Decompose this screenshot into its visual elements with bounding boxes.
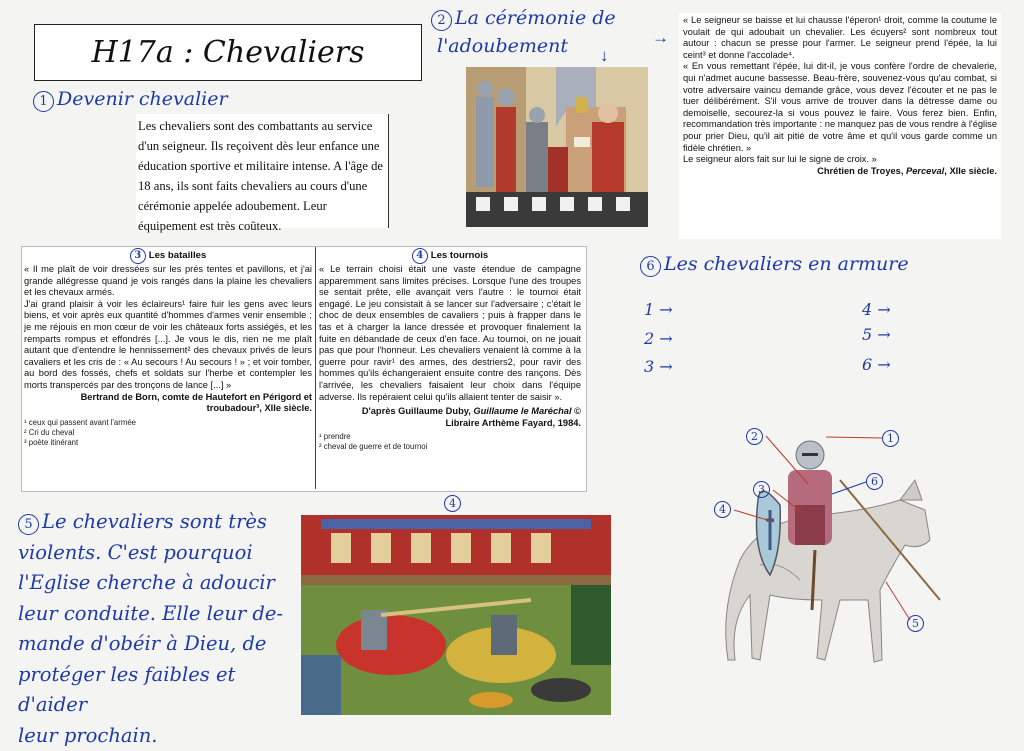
adoubement-quote-p1: « Le seigneur se baisse et lui chausse l'éperon¹ droit, comme la coutume le voulait de qui adoubait un chevalier. Les écuyers² sont nombreux tout autour : chacun se presse pour l'armer. Le seigneur prend l'épée, la lui ceint³ et donne l'accolade⁴. — [683, 15, 997, 61]
tournois-source-title: Guillaume le Maréchal — [473, 406, 571, 416]
label-line-1 — [826, 437, 883, 438]
section5-line: l'Eglise cherche à adoucir — [18, 568, 298, 599]
batailles-note: ¹ ceux qui passent avant l'armée — [24, 418, 312, 428]
knight-label-5-number: 5 — [907, 615, 924, 632]
knight-label-2 — [746, 425, 766, 445]
section2-heading-line2: l'adoubement — [431, 32, 616, 60]
adoubement-quote-p3: Le seigneur alors fait sur lui le signe de croix. » — [683, 154, 997, 166]
adoubement-illustration-svg — [466, 67, 648, 227]
tournament-illustration — [301, 515, 611, 715]
knight-label-6 — [866, 470, 886, 490]
adoubement-illustration — [466, 67, 648, 227]
adoubement-source-title: Perceval — [906, 166, 944, 176]
page-title: H17a : Chevaliers — [92, 35, 365, 70]
section6-number: 6 — [640, 256, 661, 277]
tournois-source-line1 — [319, 406, 581, 418]
section6-heading-text: Les chevaliers en armure — [664, 253, 909, 275]
section5-text — [18, 507, 298, 751]
section5-line: leur prochain. — [18, 721, 298, 751]
knight-label-4-number: 4 — [714, 501, 731, 518]
armor-item-3: 3 → — [644, 357, 673, 376]
section2-arrow-right: → — [652, 28, 669, 48]
section5-number: 5 — [18, 514, 39, 535]
tournois-quote-text: « Le terrain choisi était une vaste étendue de campagne apparemment sans limites précises. Lorsque l'une des troupes se sentait prête, elle avançait vers l'autre : le tournoi était engagé. Le jeu consistait à se lancer sur l'adversaire ; c'était le choc de deux ensembles de cavaliers ; puis à frapper dans le tas et à charger la lance dressée et provoquer finalement la fuite en débandade de ceux d'en face. Au tournoi, on ne jouait pas que pour l'honneur. Les chevaliers venaient là comme à la guerre pour ravir¹ des armes, des destriers2, pour ravir des hommes qu'ils échangeraient ensuite contre des rançons. Dès l'arrivée, les chevaliers faisaient leur choix dans l'équipe adverse. Ils repéraient celui qu'ils allaient tenter de saisir ». — [319, 264, 581, 403]
tournois-quote — [319, 264, 581, 429]
label-line-4 — [734, 510, 774, 522]
tournois-note: ² cheval de guerre et de tournoi — [319, 442, 581, 452]
knight-label-2-number: 2 — [746, 428, 763, 445]
section6-heading — [640, 253, 909, 277]
section5-line-text: Le chevaliers sont très — [42, 510, 267, 533]
section2-heading — [431, 4, 616, 60]
armor-item-4: 4 → — [862, 300, 891, 319]
section5-line: leur conduite. Elle leur de- — [18, 599, 298, 630]
adoubement-source-prefix: Chrétien de Troyes, — [817, 166, 906, 176]
batailles-source-line2: troubadour³, XIIe siècle. — [24, 403, 312, 415]
section1-heading — [33, 88, 228, 112]
section5-line: protéger les faibles et d'aider — [18, 660, 298, 721]
adoubement-source — [683, 166, 997, 178]
section5-line: mande d'obéir à Dieu, de — [18, 629, 298, 660]
knight-label-3 — [753, 478, 773, 498]
section5-line — [18, 507, 298, 538]
batailles-notes — [24, 418, 312, 448]
knight-label-1-number: 1 — [882, 430, 899, 447]
section3-heading-text: Les batailles — [149, 250, 207, 261]
tournament-image-number: 4 — [444, 495, 461, 512]
adoubement-quote-p2: « En vous remettant l'épée, lui dit-il, je vous confère l'ordre de chevalerie, qui n'admet aucune bassesse. Beau-frère, souvenez-vous qu'au combat, si votre adversaire vaincu demande grâce, vous devez l'écouter et ne pas le tuer délibérément. S'il vous arrive de trouver dans la détresse dame ou demoiselle, secourez-la si vous pouvez le faire. Vous ferez bien. Enfin, recommandation très importante : ne manquez pas de vous rendre à l'église pour prier Dieu, qu'il ait pitié de votre âme et qu'il vous garde comme un fidèle chrétien. » — [683, 61, 997, 154]
column-divider — [315, 247, 316, 489]
tournois-notes — [319, 432, 581, 452]
label-line-3 — [773, 490, 804, 514]
section2-heading-line1: La cérémonie de — [455, 7, 616, 29]
armor-item-5: 5 → — [862, 325, 891, 344]
tournois-source-suffix: © — [572, 406, 581, 416]
tournois-source-prefix: D'après Guillaume Duby, — [362, 406, 474, 416]
section1-text: Les chevaliers sont des combattants au service d'un seigneur. Ils reçoivent dès leur enfance une éducation sportive et militaire intense. A l'âge de 18 ans, ils sont faits chevaliers au cours d'une cérémonie appelée adoubement. Leur équipement est très coûteux. — [136, 114, 389, 228]
adoubement-quote — [679, 13, 1001, 239]
batailles-quote-p2: J'ai grand plaisir à voir les éclaireurs¹ faire fuir les gens avec leurs biens, et voir après eux quantité d'hommes d'armes venir ensemble ; je me réjouis en mon cœur de voir les châteaux forts assiégés, et les remparts rompus et effondrés [...]. Je vous le dis, rien ne me plaît autant que d'entendre le hennissement² des chevaux privés de leurs cavaliers et les cris de : « Au secours ! Au secours ! » ; et voir tomber, au bord des fossés, chefs et soldats sur l'herbe et contempler les morts transpercés par des tronçons de lance [...] » — [24, 299, 312, 392]
label-line-6 — [832, 482, 866, 494]
section4-heading-text: Les tournois — [431, 250, 489, 261]
section2-number: 2 — [431, 10, 452, 31]
section4 — [319, 248, 581, 452]
knight-label-6-number: 6 — [866, 473, 883, 490]
tournois-source-line2: Libraire Arthème Fayard, 1984. — [319, 418, 581, 430]
label-line-2 — [766, 436, 808, 484]
knight-label-4 — [714, 498, 734, 518]
page-title-box — [34, 24, 422, 81]
tournois-note: ¹ prendre — [319, 432, 581, 442]
section1-heading-text: Devenir chevalier — [57, 88, 228, 110]
section1-number: 1 — [33, 91, 54, 112]
section3-number: 3 — [130, 248, 146, 264]
section2-arrow-down: ↓ — [600, 46, 609, 66]
armor-item-6: 6 → — [862, 355, 891, 374]
batailles-source-line1: Bertrand de Born, comte de Hautefort en Périgord et — [24, 392, 312, 404]
knight-label-3-number: 3 — [753, 481, 770, 498]
section3-heading — [24, 248, 312, 264]
tournament-illustration-svg — [301, 515, 611, 715]
section4-heading — [319, 248, 581, 264]
section5-line: violents. C'est pourquoi — [18, 538, 298, 569]
knight-label-1 — [882, 427, 902, 447]
tournament-image-label — [444, 492, 464, 512]
batailles-quote-p1: « Il me plaît de voir dressées sur les prés tentes et pavillons, et j'ai grande allégresse quand je vois rangés dans la plaine les chevaliers et les chevaux armés. — [24, 264, 312, 299]
armor-item-2: 2 → — [644, 329, 673, 348]
knight-label-5 — [907, 612, 927, 632]
batailles-note: ² Cri du cheval — [24, 428, 312, 438]
section4-number: 4 — [412, 248, 428, 264]
adoubement-source-suffix: , XIIe siècle. — [944, 166, 997, 176]
batailles-note: ³ poète itinérant — [24, 438, 312, 448]
section3 — [24, 248, 312, 448]
batailles-quote — [24, 264, 312, 415]
armor-item-1: 1 → — [644, 300, 673, 319]
